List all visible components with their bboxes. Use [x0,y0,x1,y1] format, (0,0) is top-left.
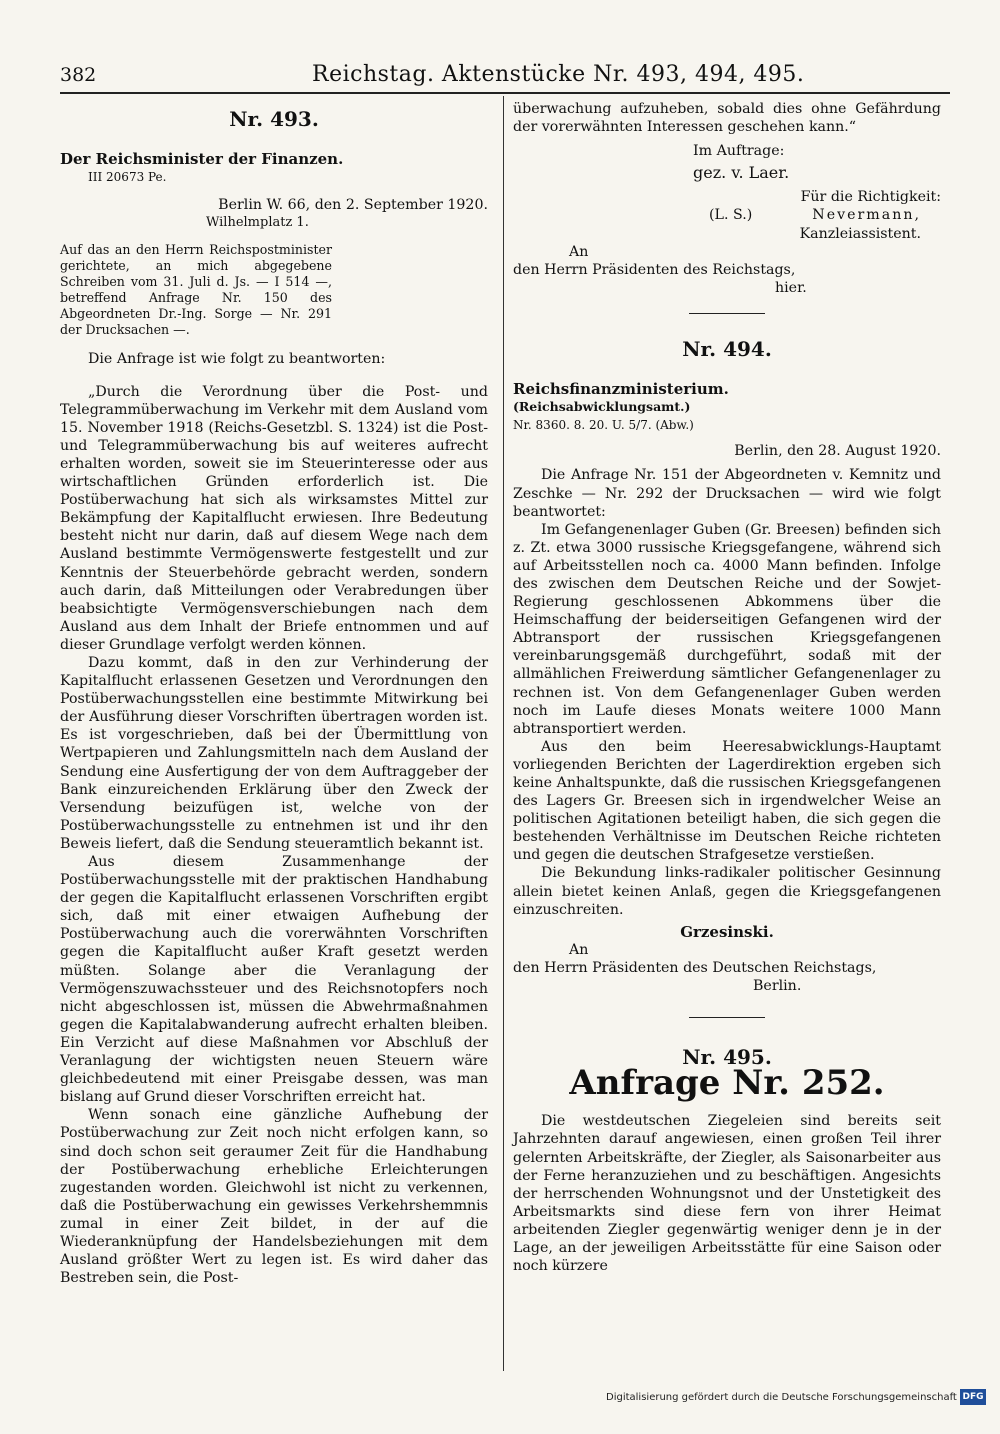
doc494-signed: Grzesinski. [680,922,774,941]
doc493-addressee: den Herrn Präsidenten des Reichstags, [513,261,796,278]
page-number: 382 [60,64,97,86]
document-page [60,62,950,1382]
doc493-signed: gez. v. Laer. [693,163,790,183]
doc493-reference: III 20673 Pe. [88,170,167,185]
doc494-intro: Die Anfrage Nr. 151 der Abgeordneten v. Kemnitz und Zeschke — Nr. 292 der Drucksachen — wird wie folgt beantwortet: [513,467,941,520]
doc494-addressee: den Herrn Präsidenten des Deutschen Reichstags, [513,959,877,976]
doc493-paragraph-4: Wenn sonach eine gänzliche Aufhebung der Postüberwachung zur Zeit noch nicht erfolgen kann, so sind doch schon seit geraumer Zeit für die Handhabung der Postüberwachung erhebliche Erleichterungen zugestanden worden. Gleichwohl ist nicht zu verkennen, daß die Postüberwachung ein gewisses Verkehrshemmnis zumal in einer Zeit bildet, in der auf die Wiederanknüpfung der Handelsbeziehungen mit dem Ausland größter Wert zu legen ist. Es wird daher das Bestreben sein, die Post- [60,1107,488,1287]
doc494-city: Berlin. [753,978,802,995]
digitization-note: Digitalisierung gefördert durch die Deutsche Forschungsgemeinschaft [606,1392,957,1403]
doc493-paragraph-1: „Durch die Verordnung über die Post- und Telegrammüberwachung im Verkehr mit dem Ausland vom 15. November 1918 (Reichs-Gesetzbl. S. 1324) ist die Post- und Telegrammüberwachung bis auf weiteres aufrecht erhalten worden, soweit sie im Steuerinteresse oder aus wirtschaftlichen Gründen erforderlich ist. Die Postüberwachung hat sich als wirksamstes Mittel zur Bekämpfung der Kapitalflucht erwiesen. Ihre Bedeutung besteht nicht nur darin, daß auf diesem Wege nach dem Ausland bestimmte Vermögenswerte festgestellt und zur Kenntnis der Steuerbehörde gebracht werden, sondern auch darin, daß Mitteilungen oder Verabredungen über beabsichtigte Vermögensverschiebungen nach dem Ausland aus dem Inhalt der Briefe entnommen und auf dieser Grundlage verfolgt werden können. [60,383,488,653]
page-header [60,62,950,92]
doc493-number: Nr. 493. [229,107,319,131]
doc493-street: Wilhelmplatz 1. [206,215,309,231]
section-divider [689,313,765,314]
doc493-sender: Der Reichsminister der Finanzen. [60,150,344,169]
doc493-signature-block [513,142,941,297]
doc493-an: An [569,243,589,260]
running-title: Reichstag. Aktenstücke Nr. 493, 494, 495. [312,62,805,87]
dfg-logo: DFG [960,1389,986,1405]
doc493-continuation: überwachung aufzuheben, sobald dies ohne Gefährdung der vorerwähnten Interessen geschehen kann.“ [513,101,941,136]
doc493-preamble: Auf das an den Herrn Reichspostminister gerichtete, an mich abgegebene Schreiben vom 31. Juli d. Js. — I 514 —, betreffend Anfrage Nr. 150 des Abgeordneten Dr.-Ing. Sorge — Nr. 291 der Drucksachen —. [60,242,332,338]
doc495-paragraph-1: Die westdeutschen Ziegeleien sind bereits seit Jahrzehnten darauf angewiesen, einen großen Teil ihrer gelernten Arbeitskräfte, der Ziegler, als Saisonarbeiter aus der Ferne heranzuziehen und zu beschäftigen. Angesichts der herrschenden Wohnungsnot und der Unstetigkeit des Arbeitsmarkts sind diese fern von ihrer Heimat arbeitenden Ziegler gegenwärtig weniger denn je in der Lage, an der jeweiligen Arbeitsstätte für eine Saison oder noch kürzere [513,1113,941,1275]
doc494-paragraph-2: Aus den beim Heeresabwicklungs-Hauptamt vorliegenden Berichten der Lagerdirektion ergeben sich keine Anhaltspunkte, daß die russischen Kriegsgefangenen des Lagers Gr. Breesen sich in irgendwelcher Weise an politischen Agitationen beteiligt haben, die sich gegen die bestehenden Verhältnisse im Deutschen Reiche richteten und gegen die deutschen Strafgesetze verstießen. [513,738,941,864]
doc493-lead: Die Anfrage ist wie folgt zu beantworten: [88,351,386,368]
doc493-paragraph-2: Dazu kommt, daß in den zur Verhinderung der Kapitalflucht erlassenen Gesetzen und Verordnungen den Postüberwachungsstellen eine bestimmte Mitwirkung bei der Ausführung dieser Vorschriften übertragen worden ist. Es ist vorgeschrieben, daß bei der Übermittlung von Wertpapieren und Zahlungsmitteln nach dem Ausland der Sendung eine Ausfertigung der von dem Auftraggeber der Bank einzureichenden Erklärung über den Zweck der Versendung beizufügen ist, welche von der Postüberwachungsstelle zu entnehmen ist und ihr den Beweis liefert, daß die Sendung steueramtlich bekannt ist. [60,654,488,852]
left-column [60,100,488,1287]
doc495-number: Nr. 495. [682,1045,772,1070]
doc493-ls-row [513,206,941,224]
doc494-sender: Reichsfinanzministerium. [513,380,729,399]
doc494-paragraph-1: Im Gefangenenlager Guben (Gr. Breesen) befinden sich z. Zt. etwa 3000 russische Kriegsgefangene, während sich auf Arbeitsstellen noch ca. 4000 Mann befinden. Infolge des zwischen dem Deutschen Reiche und der Sowjet-Regierung geschlossenen Abkommens über die Heimschaffung der beiderseitigen Gefangenen wird der Abtransport der russischen Kriegsgefangenen vereinbarungsgemäß durchgeführt, sodaß mit der allmählichen Freiwerdung sämtlicher Gefangenenlager zu rechnen ist. Von dem Gefangenenlager Guben werden noch im Laufe dieses Monats weitere 1000 Mann abtransportiert werden. [513,521,941,737]
doc494-place-date: Berlin, den 28. August 1920. [734,443,941,460]
doc493-fuer-richtigkeit: Für die Richtigkeit: [800,189,941,206]
doc493-clerk-name: Nevermann, [812,207,921,224]
column-divider [503,96,504,1371]
right-column [513,100,941,1275]
doc494-paragraph-3: Die Bekundung links-radikaler politischer Gesinnung allein bietet keinen Anlaß, gegen die Kriegsgefangenen einzuschreiten. [513,865,941,918]
doc494-reference: Nr. 8360. 8. 20. U. 5/7. (Abw.) [513,418,694,433]
header-rule [60,92,950,94]
doc493-clerk-title: Kanzleiassistent. [799,225,921,242]
doc493-paragraph-3: Aus diesem Zusammenhange der Postüberwachungsstelle mit der praktischen Handhabung der gegen die Kapitalflucht erlassenen Vorschriften ergibt sich, daß mit einer etwaigen Aufhebung der Postüberwachung auch die vorerwähnten Vorschriften gegen die Kapitalflucht außer Kraft gesetzt werden müßten. Solange aber die Veranlagung der Vermögenszuwachssteuer und des Reichsnotopfers noch nicht abgeschlossen ist, müssen die Abwehrmaßnahmen gegen die Kapitalabwanderung aufrecht erhalten bleiben. Ein Verzicht auf diese Maßnahmen vor Abschluß der Veranlagung der wichtigsten neuen Steuern wäre gleichbedeutend mit einer Preisgabe dessen, was man bislang auf Grund dieser Vorschriften erreicht hat. [60,854,488,1106]
doc494-an: An [569,941,589,958]
section-divider-2 [689,1017,765,1018]
doc493-seal-ls: (L. S.) [709,207,753,224]
doc495-title: Anfrage Nr. 252. [569,1063,885,1104]
doc493-place-date: Berlin W. 66, den 2. September 1920. [218,197,488,214]
doc494-number: Nr. 494. [682,336,772,361]
doc493-hier: hier. [775,279,807,296]
doc494-sub-sender: (Reichsabwicklungsamt.) [513,399,691,415]
doc493-im-auftrage: Im Auftrage: [693,143,785,160]
